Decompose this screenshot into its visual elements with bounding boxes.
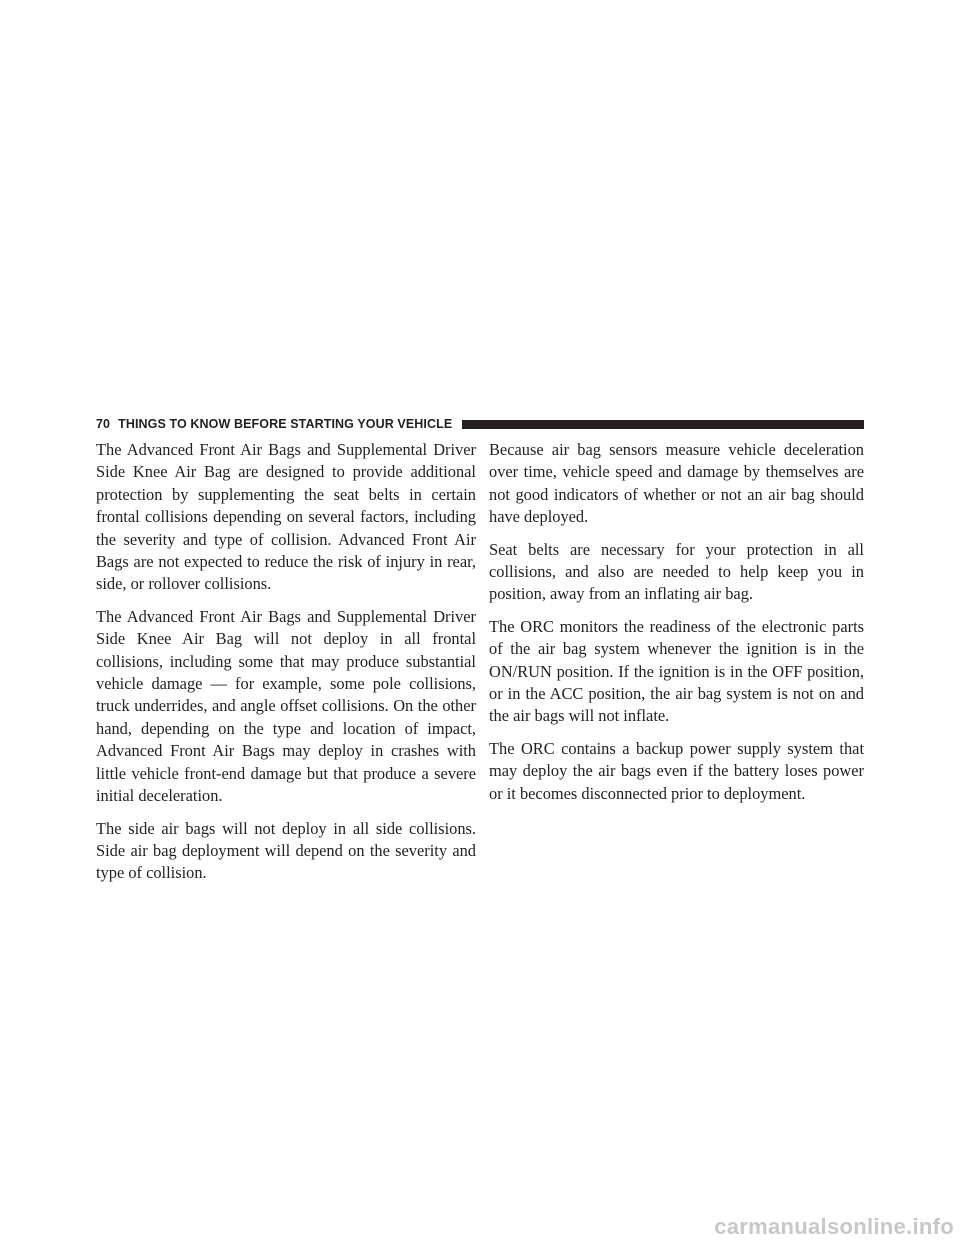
paragraph: The ORC contains a backup power supply system that may deploy the air bags even if the battery loses power or it becomes disconnected prior to deployment. [489, 738, 864, 803]
left-column [96, 439, 476, 885]
paragraph: Seat belts are necessary for your protection in all collisions, and also are needed to help keep you in position, away from an inflating air bag. [489, 539, 864, 604]
section-title: THINGS TO KNOW BEFORE STARTING YOUR VEHICLE [118, 417, 453, 431]
header-rule [462, 420, 864, 429]
right-column [489, 439, 864, 805]
paragraph: Because air bag sensors measure vehicle deceleration over time, vehicle speed and damage by themselves are not good indicators of whether or not an air bag should have deployed. [489, 440, 864, 527]
paragraph: The Advanced Front Air Bags and Supplemental Driver Side Knee Air Bag will not deploy in all frontal collisions, including some that may produce substantial vehicle damage — for example, some pole collisions, truck underrides, and angle offset collisions. On the other hand, depending on the type and location of impact, Advanced Front Air Bags may deploy in crashes with little vehicle front-end damage but that produce a severe initial deceleration. [96, 606, 476, 806]
page-header [96, 415, 864, 433]
paragraph: The ORC monitors the readiness of the electronic parts of the air bag system whenever the ignition is in the ON/RUN position. If the ignition is in the OFF position, or in the ACC position, the air bag system is not on and the air bags will not inflate. [489, 616, 864, 726]
paragraph: The Advanced Front Air Bags and Supplemental Driver Side Knee Air Bag are designed to provide additional protection by supplementing the seat belts in certain frontal collisions depending on several factors, including the severity and type of collision. Advanced Front Air Bags are not expected to reduce the risk of injury in rear, side, or rollover collisions. [96, 440, 476, 594]
paragraph: The side air bags will not deploy in all side collisions. Side air bag deployment will depend on the severity and type of collision. [96, 818, 476, 883]
watermark-text: carmanualsonline.info [714, 1214, 954, 1239]
page-number: 70 [96, 417, 111, 431]
